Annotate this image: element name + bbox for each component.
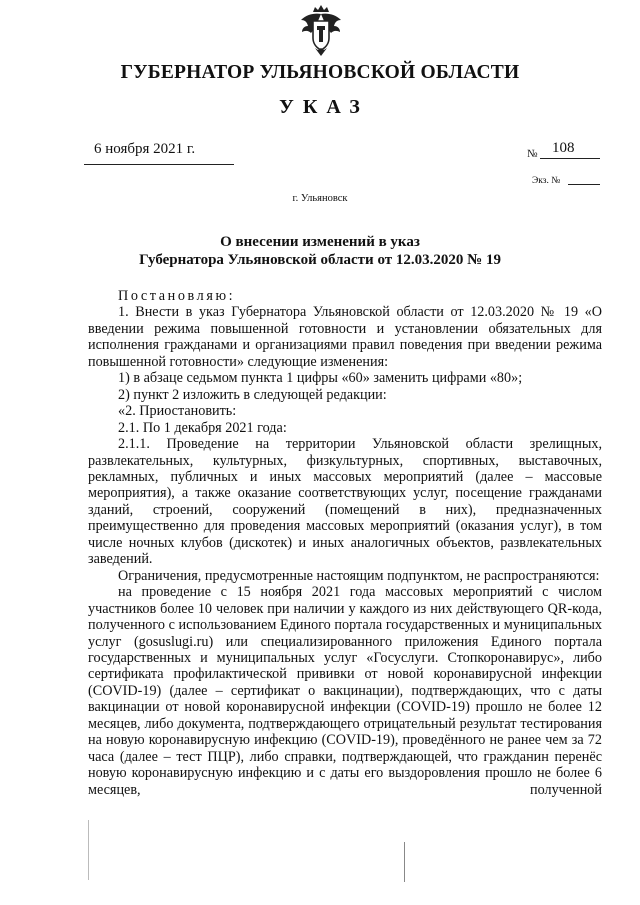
heading-line-2: Губернатора Ульяновской области от 12.03.2020 № 19 (139, 252, 501, 268)
decree-title: УКАЗ (279, 96, 369, 118)
decree-body (88, 288, 602, 798)
city: г. Ульяновск (292, 193, 348, 204)
decree-heading (0, 233, 640, 269)
copy-number-underline (568, 184, 600, 185)
body-paragraph: 2.1.1. Проведение на территории Ульяновской области зрелищных, развлекательных, культурных, физкультурных, спортивных, выставочных, рекламных, публичных и иных массовых мероприятий (далее – массовые мероприятия), а также оказание соответствующих услуг, посещение гражданами зданий, строений, сооружений (помещений в них), предназначенных преимущественно для проведения массовых мероприятий (оказания услуг), в том числе ночных клубов (дискотек) и иных аналогичных объектов, развлекательных заведений. (88, 436, 602, 568)
copy-number-label: Экз. № (532, 176, 561, 186)
coat-of-arms-emblem (299, 4, 343, 58)
scan-mark (88, 820, 89, 880)
heading-line-1: О внесении изменений в указ (220, 234, 420, 250)
decree-date: 6 ноября 2021 г. (94, 141, 196, 157)
decree-number: 108 (552, 140, 575, 156)
number-label: № (527, 148, 538, 160)
governor-title: ГУБЕРНАТОР УЛЬЯНОВСКОЙ ОБЛАСТИ (120, 62, 520, 83)
scan-mark (404, 842, 405, 882)
body-paragraph: 2) пункт 2 изложить в следующей редакции: (118, 386, 387, 403)
number-underline (540, 158, 600, 159)
body-paragraph: Постановляю: (118, 288, 236, 304)
body-paragraph: на проведение с 15 ноября 2021 года массовых мероприятий с числом участников более 10 человек при наличии у каждого из них действующего QR-кода, полученного с использованием Единого портала государственных и муниципальных услуг (gosuslugi.ru) или специализированного приложения Единого портала государственных и муниципальных услуг «Госуслуги. Стопкоронавирус», либо сертификата профилактической прививки от новой коронавирусной инфекции (COVID-19) (далее – сертификат о вакцинации), подтверждающих, что с даты вакцинации от новой коронавирусной инфекции (COVID-19) прошло не более 12 месяцев, либо документа, подтверждающего отрицательный результат тестирования на новую коронавирусную инфекцию (COVID-19), проведённого не ранее чем за 72 часа (далее – тест ПЦР), либо справки, подтверждающей, что гражданин перенёс новую коронавирусную инфекцию и с даты его выздоровления прошло не более 6 месяцев, полученной (88, 584, 602, 798)
body-paragraph: Ограничения, предусмотренные настоящим подпунктом, не распространяются: (118, 567, 600, 584)
body-paragraph: 1) в абзаце седьмом пункта 1 цифры «60» заменить цифрами «80»; (118, 370, 523, 387)
date-underline (84, 164, 234, 165)
body-paragraph: «2. Приостановить: (118, 403, 237, 420)
body-paragraph: 1. Внести в указ Губернатора Ульяновской области от 12.03.2020 № 19 «О введении режима повышенной готовности и установлении обязательных для исполнения гражданами и организациями правил поведения при введении режима повышенной готовности» следующие изменения: (88, 304, 602, 370)
body-paragraph: 2.1. По 1 декабря 2021 года: (118, 419, 287, 436)
